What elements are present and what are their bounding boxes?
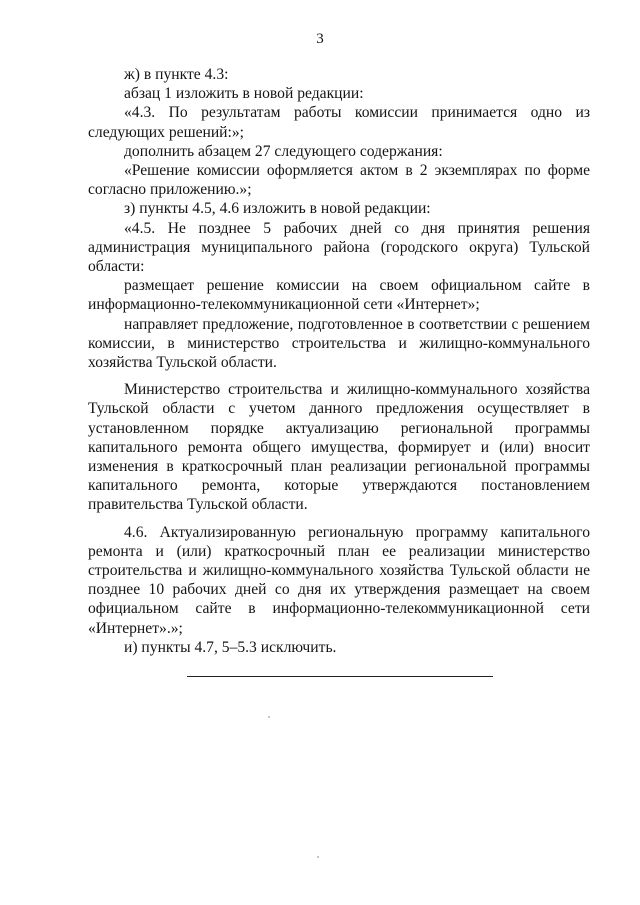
- page-number: 3: [316, 31, 324, 47]
- paragraph-send-proposal: направляет предложение, подготовленное в соответствии с решением комиссии, в министерство строительства и жилищно-коммунального хозяйства Тульской области.: [88, 315, 590, 372]
- closing-rule: [187, 676, 493, 677]
- paragraph-4-6: 4.6. Актуализированную региональную программу капитального ремонта и (или) краткосрочный план ее реализации министерство строительства и жилищно-коммунального хозяйства Тульской области не позднее 10 рабочих дней со дня их утверждения размещает на своем официальном сайте в информационно-телекоммуникационной сети «Интернет».»;: [88, 523, 590, 637]
- paragraph-item-zh: ж) в пункте 4.3:: [124, 66, 229, 83]
- paragraph-add-abzac-27: дополнить абзацем 27 следующего содержания:: [124, 142, 443, 160]
- paragraph-quote-4-5: «4.5. Не позднее 5 рабочих дней со дня принятия решения администрация муниципального района (городского округа) Тульской области:: [88, 219, 590, 276]
- paragraph-item-z: з) пункты 4.5, 4.6 изложить в новой редакции:: [124, 200, 431, 218]
- paragraph-ministry-actualization: Министерство строительства и жилищно-коммунального хозяйства Тульской области с учетом данного предложения осуществляет в установленном порядке актуализацию региональной программы капитального ремонта общего имущества, формирует и (или) вносит изменения в краткосрочный план реализации региональной программы капитального ремонта, которые утверждаются постановлением правительства Тульской области.: [88, 381, 590, 514]
- scan-speck: [317, 856, 319, 858]
- paragraph-publish-decision: размещает решение комиссии на своем официальном сайте в информационно-телекоммуникационной сети «Интернет»;: [88, 277, 590, 314]
- paragraph-quote-4-3: «4.3. По результатам работы комиссии принимается одно из следующих решений:»;: [88, 104, 590, 141]
- document-body: [88, 65, 590, 657]
- scan-speck: [268, 716, 270, 718]
- paragraph-item-i: и) пункты 4.7, 5–5.3 исключить.: [124, 638, 337, 656]
- paragraph-abzac-1: абзац 1 изложить в новой редакции:: [124, 85, 364, 103]
- paragraph-quote-decision-act: «Решение комиссии оформляется актом в 2 экземплярах по форме согласно приложению.»;: [88, 162, 590, 199]
